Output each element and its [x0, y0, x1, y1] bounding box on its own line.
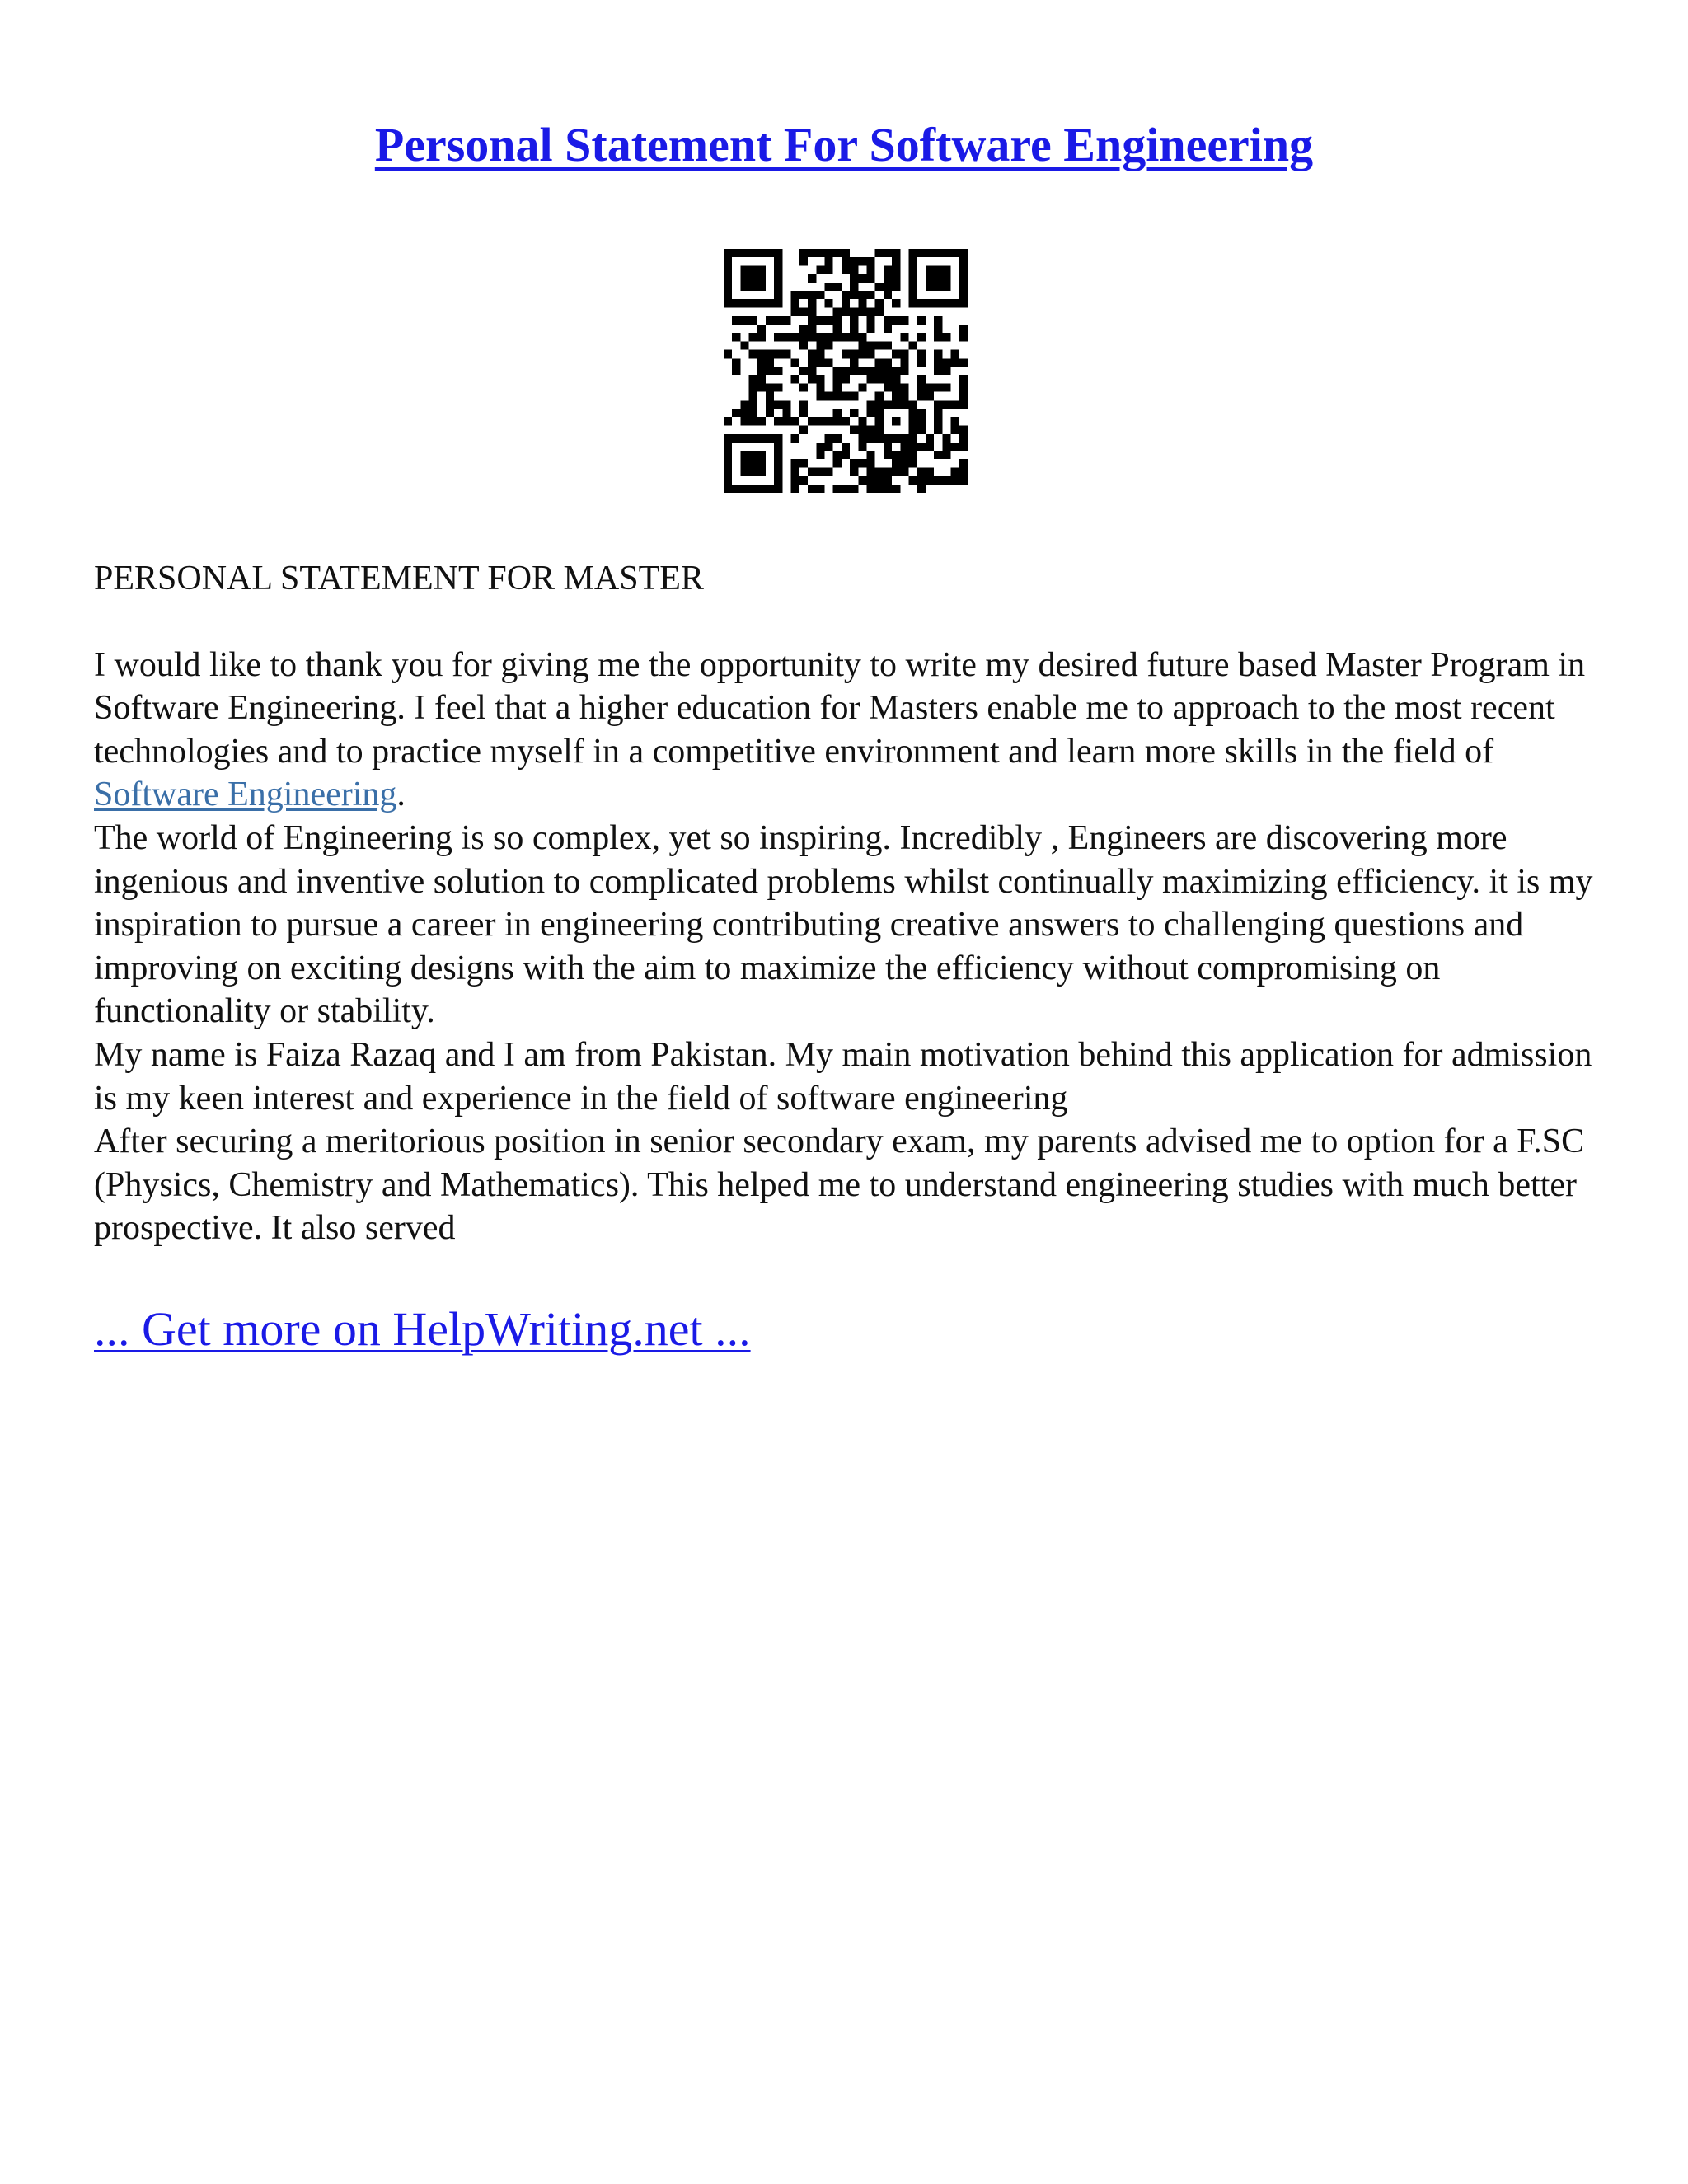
software-engineering-link[interactable]: Software Engineering [94, 776, 397, 814]
qr-code-icon [724, 249, 968, 493]
title-link[interactable]: Personal Statement For Software Engineering [374, 118, 1314, 171]
section-heading: PERSONAL STATEMENT FOR MASTER [94, 560, 704, 598]
paragraph-education: After securing a meritorious position in senior secondary exam, my parents advised me to option for a F.SC (Physics, Chemistry and Mathematics). This helped me to understand engineering studies with much better prospective. It also served [94, 1122, 1585, 1248]
page-title [0, 114, 1688, 176]
paragraph-intro-end: . [396, 776, 406, 814]
paragraph-engineering: The world of Engineering is so complex, yet so inspiring. Incredibly , Engineers are discovering more ingenious and inventive solution to complicated problems whilst continually maximizing efficiency. it is my inspiration to pursue a career in engineering contributing creative answers to challenging questions and improving on exciting designs with the aim to maximize the efficiency without compromising on functionality or stability. [94, 818, 1593, 1031]
paragraph-name: My name is Faiza Razaq and I am from Pakistan. My main motivation behind this application for admission is my keen interest and experience in the field of software engineering [94, 1035, 1592, 1118]
document-body [94, 557, 1602, 1250]
paragraph-intro-text: I would like to thank you for giving me the opportunity to write my desired future based Master Program in Software Engineering. I feel that a higher education for Masters enable me to approach to the most recent technologies and to practice myself in a competitive environment and learn more skills in the field of [94, 645, 1586, 771]
get-more-link[interactable]: ... Get more on HelpWriting.net ... [94, 1302, 751, 1356]
more-section [94, 1301, 751, 1358]
paragraph-intro [94, 644, 1602, 817]
